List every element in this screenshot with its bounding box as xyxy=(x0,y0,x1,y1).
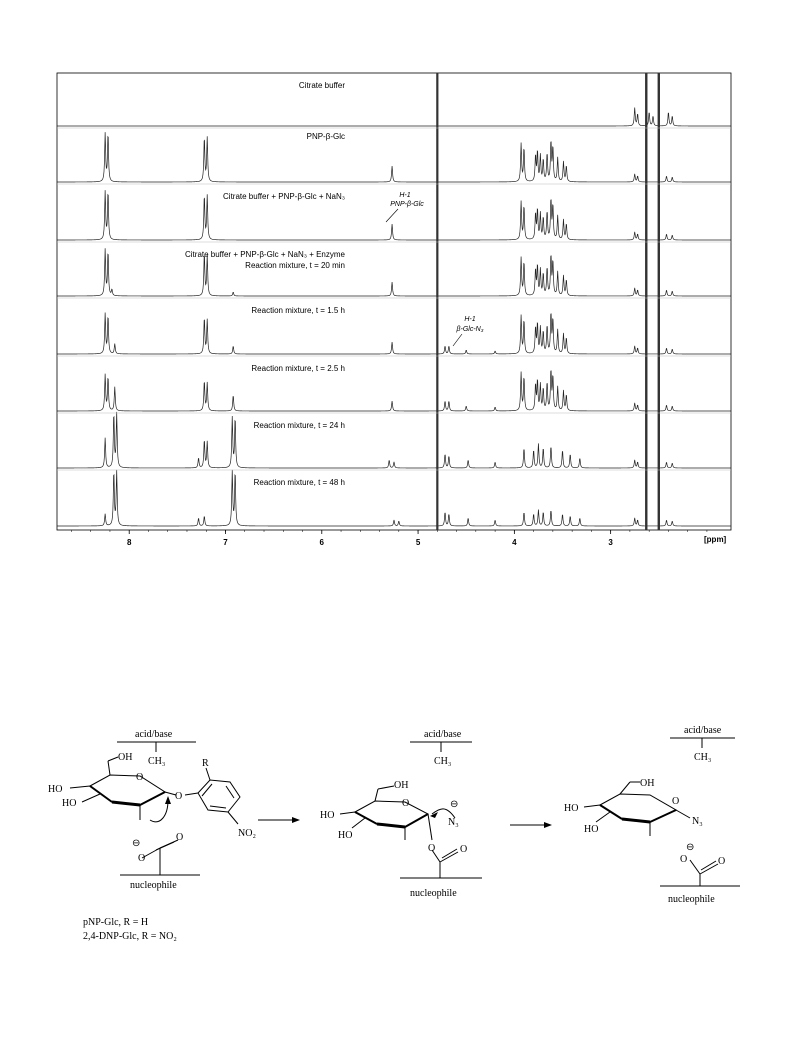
spectrum-label-8: Reaction mixture, t = 48 h xyxy=(253,478,345,487)
s3-oh-label: OH xyxy=(640,778,655,789)
x-axis-tick-label: 5 xyxy=(415,538,421,547)
nmr-spectra-group xyxy=(57,73,731,530)
structure-2-intermediate xyxy=(340,742,482,878)
spectrum-label-2: PNP-β-Glc xyxy=(306,132,345,141)
spectrum-label-6: Reaction mixture, t = 2.5 h xyxy=(251,364,345,373)
annotation-h1-glcn3-line2: β-Glc-N₃ xyxy=(456,326,484,333)
spectrum-trace-8 xyxy=(57,470,731,526)
s1-minus-label: ⊖ xyxy=(132,838,141,849)
s1-carbonyl-o-label: O xyxy=(176,832,184,843)
s2-n3-label: N₃ xyxy=(448,817,459,828)
s2-oh-label: OH xyxy=(394,780,409,791)
spectrum-trace-4 xyxy=(57,248,731,296)
x-axis-tick-label: 8 xyxy=(126,538,132,547)
spectrum-label-5: Reaction mixture, t = 1.5 h xyxy=(251,306,345,315)
s1-nucleophile-label: nucleophile xyxy=(130,880,177,891)
caption-line-1: pNP-Glc, R = H xyxy=(83,917,149,928)
structure-3-product xyxy=(584,738,740,886)
s1-carboxylate-o-label: O xyxy=(138,853,146,864)
reaction-scheme xyxy=(0,700,793,960)
solvent-peak xyxy=(436,73,438,530)
s2-n3-minus-label: ⊖ xyxy=(450,799,459,810)
s2-nucleophile-label: nucleophile xyxy=(410,888,457,899)
solvent-peak xyxy=(658,73,660,530)
s3-acid-base-label: acid/base xyxy=(684,725,722,736)
annotation-h1-pnp-line1: H-1 xyxy=(399,192,411,199)
nmr-plot-frame xyxy=(57,73,731,530)
s3-carbonyl-o-label: O xyxy=(718,856,726,867)
s2-ester-o-label: O xyxy=(428,843,436,854)
spectrum-trace-6 xyxy=(57,370,731,411)
spectrum-label-7: Reaction mixture, t = 24 h xyxy=(253,421,345,430)
x-axis-tick-label: 3 xyxy=(608,538,613,547)
spectrum-trace-5 xyxy=(57,313,731,354)
s3-n3-label: N₃ xyxy=(692,816,703,827)
panel-dividers xyxy=(57,128,731,470)
x-axis-unit: [ppm] xyxy=(704,535,727,544)
x-axis-tick-label: 6 xyxy=(319,538,325,547)
annotation-h1-pnp-pointer xyxy=(386,209,398,222)
annotation-h1-pnp-line2: PNP-β-Glc xyxy=(390,201,424,208)
s1-oh-label: OH xyxy=(118,752,133,763)
solvent-peak xyxy=(645,73,647,530)
s2-ring-o-label: O xyxy=(402,798,410,809)
x-axis xyxy=(71,530,706,547)
s2-ho-label-2: HO xyxy=(338,830,353,841)
s3-ch3-label: CH₃ xyxy=(694,752,712,763)
spectrum-trace-2 xyxy=(57,132,731,182)
s3-nucleophile-label: nucleophile xyxy=(668,894,715,905)
s3-carboxylate-o-label: O xyxy=(680,854,688,865)
s1-glycosidic-o-label: O xyxy=(175,791,183,802)
s2-ch3-label: CH₃ xyxy=(434,756,452,767)
x-axis-tick-label: 4 xyxy=(512,538,517,547)
s2-acid-base-label: acid/base xyxy=(424,729,462,740)
spectrum-trace-3 xyxy=(57,190,731,240)
x-axis-tick-label: 7 xyxy=(223,538,228,547)
s3-ring-o-label: O xyxy=(672,796,680,807)
spectrum-trace-1 xyxy=(57,108,731,127)
caption-line-2: 2,4-DNP-Glc, R = NO₂ xyxy=(83,931,177,942)
s3-minus-label: ⊖ xyxy=(686,842,695,853)
s1-ch3-label: CH₃ xyxy=(148,756,166,767)
s1-no2-label: NO₂ xyxy=(238,828,256,839)
spectrum-label-1: Citrate buffer xyxy=(298,81,345,90)
s1-r-label: R xyxy=(202,758,209,769)
s3-ho-label-1: HO xyxy=(564,803,579,814)
spectrum-label-3: Citrate buffer + PNP-β-Glc + NaN₃ xyxy=(223,192,345,201)
s1-ring-o-label: O xyxy=(136,772,144,783)
spectrum-label-4: Citrate buffer + PNP-β-Glc + NaN₃ + Enzyme xyxy=(185,250,345,259)
spectrum-trace-7 xyxy=(57,412,731,468)
spectrum-label-4-sub: Reaction mixture, t = 20 min xyxy=(245,261,345,270)
s2-carbonyl-o-label: O xyxy=(460,844,468,855)
annotation-h1-glcn3-line1: H-1 xyxy=(464,316,476,323)
s1-ho-label-2: HO xyxy=(62,798,77,809)
s1-acid-base-label: acid/base xyxy=(135,729,173,740)
s2-ho-label-1: HO xyxy=(320,810,335,821)
annotation-h1-glcn3-pointer xyxy=(453,334,462,346)
s1-ho-label-1: HO xyxy=(48,784,63,795)
s3-ho-label-2: HO xyxy=(584,824,599,835)
